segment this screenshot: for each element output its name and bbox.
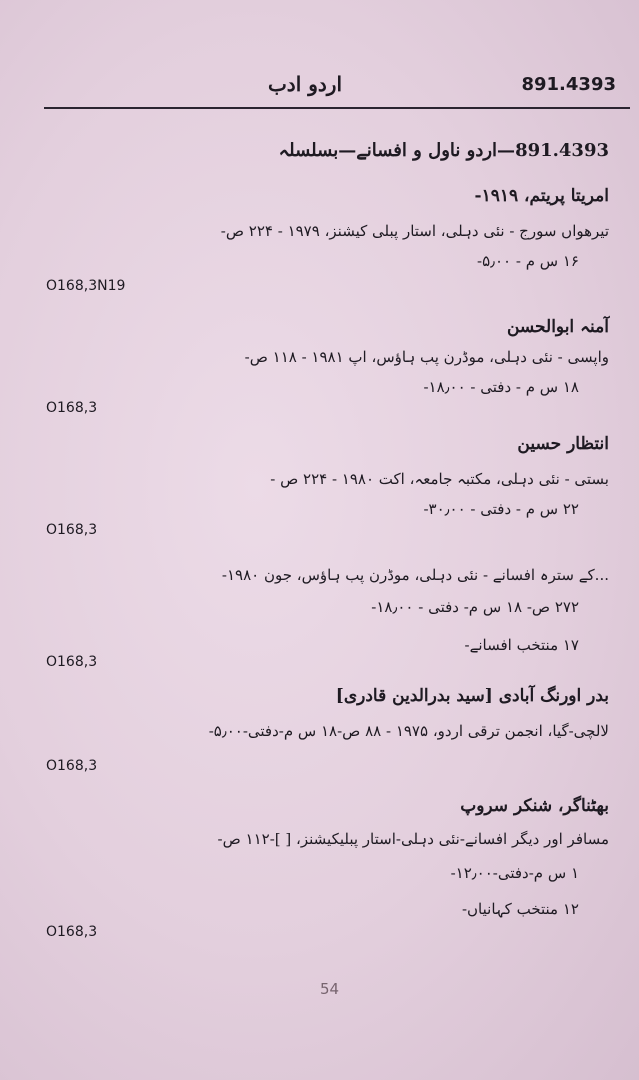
entry-call-number: O168,3 [46, 400, 98, 416]
entry-author: بھٹناگر، شنکر سروپ [460, 796, 609, 816]
entry-call-number: O168,3 [46, 758, 98, 774]
entry-author: آمنہ ابوالحسن [506, 317, 609, 337]
page-number: 54 [320, 980, 340, 998]
entry-line: تیرھواں سورج - نئی دہلی، استار پبلی کیشنز، ۱۹۷۹ - ۲۲۴ ص- [220, 222, 609, 240]
header-title: اردو ادب [267, 72, 343, 96]
entry-line: واپسی - نئی دہلی، موڈرن پب ہاؤس، اپ ۱۹۸۱ - ۱۱۸ ص- [244, 348, 609, 366]
header-class-number: 891.4393 [521, 74, 616, 95]
entry-line: ۱۷ منتخب افسانے- [464, 636, 579, 654]
entry-line: ۱۸ س م - دفتی - ۱۸٫۰۰- [423, 378, 579, 396]
entry-author: بدر اورنگ آبادی [سید بدرالدین قادری] [335, 686, 609, 706]
entry-line: بستی - نئی دہلی، مکتبہ جامعہ، اکت ۱۹۸۰ - ۲۲۴ ص - [270, 470, 609, 488]
entry-author: امریتا پریتم، ۱۹۱۹- [474, 186, 609, 206]
entry-line: ۱۶ س م - ۵٫۰۰- [477, 252, 579, 270]
entry-call-number: O168,3 [46, 924, 98, 940]
entry-call-number: O168,3 [46, 522, 98, 538]
section-heading: 891.4393—اردو ناول و افسانے—بسلسلہ [278, 140, 609, 161]
entry-call-number: O168,3 [46, 654, 98, 670]
entry-line: ۲۷۲ ص- ۱۸ س م- دفتی - ۱۸٫۰۰- [371, 598, 579, 616]
header-rule [44, 107, 630, 109]
entry-line: ...کے سترہ افسانے - نئی دہلی، موڈرن پب ہاؤس، جون ۱۹۸۰- [221, 566, 609, 584]
entry-author: انتظار حسین [517, 434, 609, 454]
entry-line: لالچی-گیا، انجمن ترقی اردو، ۱۹۷۵ - ۸۸ ص-۱۸ س م-دفتی-۵٫۰۰- [208, 722, 609, 740]
entry-line: مسافر اور دیگر افسانے-نئی دہلی-استار پبلیکیشنز، [ ]-۱۱۲ ص- [217, 830, 609, 848]
entry-call-number: O168,3N19 [46, 278, 126, 294]
entry-line: ۱ س م-دفتی-۱۲٫۰۰- [450, 864, 579, 882]
entry-line: ۲۲ س م - دفتی - ۳۰٫۰۰- [423, 500, 579, 518]
entry-line: ۱۲ منتخب کہانیاں- [461, 900, 579, 918]
